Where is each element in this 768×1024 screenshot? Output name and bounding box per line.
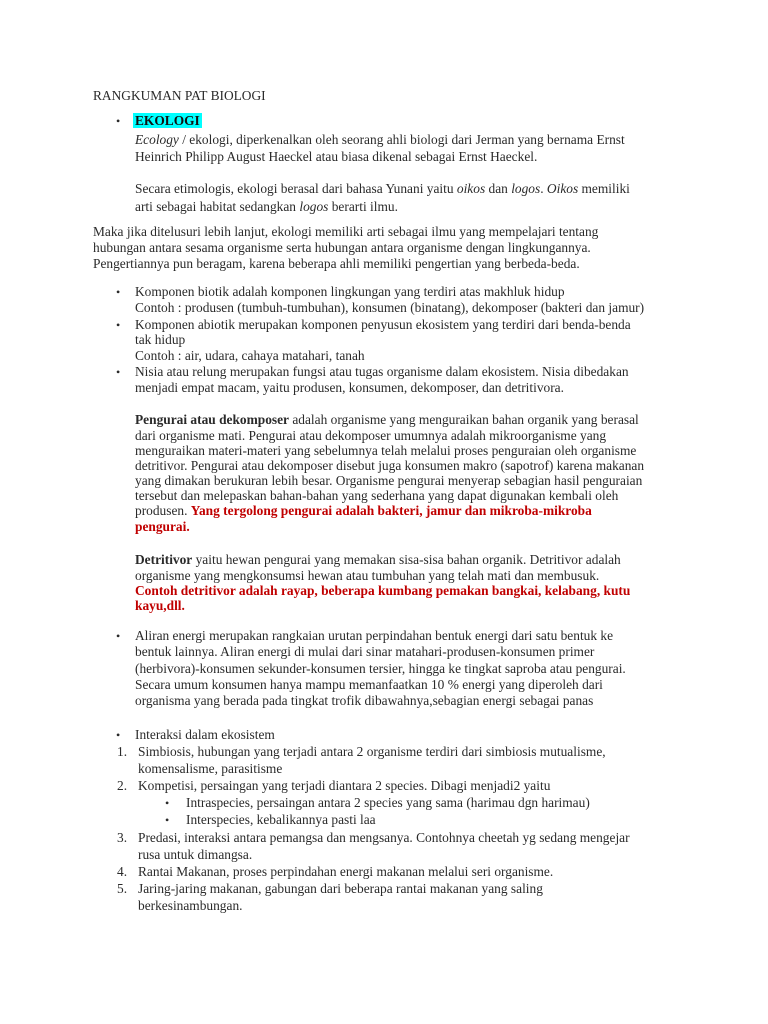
aliran-line-3: (herbivora)-konsumen sekunder-konsumen tersier, hingga ke tingkat saproba atau pengurai. [135,661,626,676]
interaksi-3-line-2: rusa untuk dimangsa. [138,847,253,862]
list-number: 1. [117,744,128,759]
intraspecies-line: Intraspecies, persaingan antara 2 species yang sama (harimau dgn harimau) [186,795,590,810]
biotik-line-1: Komponen biotik adalah komponen lingkungan yang terdiri atas makhluk hidup [135,284,565,299]
list-number: 4. [117,864,128,879]
interaksi-4-line-1: Rantai Makanan, proses perpindahan energi makanan melalui seri organisme. [138,864,554,879]
bullet-icon: • [165,796,170,810]
biotik-line-2: Contoh : produsen (tumbuh-tumbuhan), konsumen (binatang), dekomposer (bakteri dan jamur) [135,300,645,315]
interspecies-line: Interspecies, kebalikannya pasti laa [186,812,376,827]
interaksi-1-line-2: komensalisme, parasitisme [138,761,283,776]
intro-line-2: hubungan antara sesama organisme serta hubungan antara organisme dengan lingkungannya. [93,240,591,255]
aliran-line-4: Secara umum konsumen hanya mampu memanfaatkan 10 % energi yang diperoleh dari [135,677,603,692]
ekologi-line-3: Secara etimologis, ekologi berasal dari bahasa Yunani yaitu oikos dan logos. Oikos memiliki [135,181,630,196]
detritivor-line-4: kayu,dll. [135,598,185,613]
interaksi-1-line-1: Simbiosis, hubungan yang terjadi antara 2 organisme terdiri dari simbiosis mutualisme, [138,744,606,759]
bullet-icon: • [116,114,121,128]
list-number: 3. [117,830,128,845]
page-title: RANGKUMAN PAT BIOLOGI [93,88,266,103]
pengurai-line-7: produsen. Yang tergolong pengurai adalah bakteri, jamur dan mikroba-mikroba [135,503,592,518]
aliran-line-5: organisma yang berada pada tingkat trofik dibawahnya,sebagian energi sebagai panas [135,693,594,708]
intro-line-1: Maka jika ditelusuri lebih lanjut, ekologi memiliki arti sebagai ilmu yang mempelajari tentang [93,224,599,239]
bullet-icon: • [116,285,121,299]
bullet-icon: • [116,318,121,332]
pengurai-line-8: pengurai. [135,519,190,534]
bullet-icon: • [116,728,121,742]
pengurai-line-6: tersebut dan melepaskan bahan-bahan yang sederhana yang dapat digunakan kembali oleh [135,488,619,503]
interaksi-5-line-2: berkesinambungan. [138,898,243,913]
detritivor-line-3: Contoh detritivor adalah rayap, beberapa kumbang pemakan bangkai, kelabang, kutu [135,583,631,598]
interaksi-heading: Interaksi dalam ekosistem [135,727,275,742]
bullet-icon: • [116,365,121,379]
bullet-icon: • [165,813,170,827]
abiotik-line-3: Contoh : air, udara, cahaya matahari, tanah [135,348,365,363]
ekologi-line-2: Heinrich Philipp August Haeckel atau biasa dikenal sebagai Ernst Haeckel. [135,149,538,164]
bullet-icon: • [116,629,121,643]
pengurai-line-2: dari organisme mati. Pengurai atau dekomposer umumnya adalah mikroorganisme yang [135,428,607,443]
list-number: 2. [117,778,128,793]
interaksi-2-line-1: Kompetisi, persaingan yang terjadi diantara 2 species. Dibagi menjadi2 yaitu [138,778,551,793]
pengurai-line-5: yang dimakan berukuran lebih besar. Organisme pengurai menyerap sebagian hasil penguraian [135,473,643,488]
interaksi-3-line-1: Predasi, interaksi antara pemangsa dan mengsanya. Contohnya cheetah yg sedang mengejar [138,830,630,845]
list-number: 5. [117,881,128,896]
detritivor-line-1: Detritivor yaitu hewan pengurai yang memakan sisa-sisa bahan organik. Detritivor adalah [135,552,621,567]
detritivor-line-2: organisme yang mengkonsumsi hewan atau tumbuhan yang telah mati dan membusuk. [135,568,600,583]
interaksi-5-line-1: Jaring-jaring makanan, gabungan dari beberapa rantai makanan yang saling [138,881,543,896]
pengurai-line-1: Pengurai atau dekomposer adalah organisme yang menguraikan bahan organik yang berasal [135,412,639,427]
nisia-line-2: menjadi empat macam, yaitu produsen, konsumen, dekomposer, dan detritivora. [135,380,564,395]
ekologi-heading: EKOLOGI [135,113,200,128]
ekologi-line-4: arti sebagai habitat sedangkan logos berarti ilmu. [135,199,398,214]
pengurai-line-3: menguraikan materi-materi yang sebelumnya telah melalui proses penguraian oleh organisme [135,443,637,458]
nisia-line-1: Nisia atau relung merupakan fungsi atau tugas organisme dalam ekosistem. Nisia dibedakan [135,364,629,379]
intro-line-3: Pengertiannya pun beragam, karena beberapa ahli memiliki pengertian yang berbeda-beda. [93,256,580,271]
pengurai-line-4: detritivor. Pengurai atau dekomposer disebut juga konsumen makro (sapotrof) karena makanan [135,458,645,473]
abiotik-line-2: tak hidup [135,332,186,347]
ekologi-line-1: Ecology / ekologi, diperkenalkan oleh seorang ahli biologi dari Jerman yang bernama Ernst [135,132,625,147]
abiotik-line-1: Komponen abiotik merupakan komponen penyusun ekosistem yang terdiri dari benda-benda [135,317,631,332]
aliran-line-2: bentuk lainnya. Aliran energi di mulai dari sinar matahari-produsen-konsumen primer [135,644,595,659]
aliran-line-1: Aliran energi merupakan rangkaian urutan perpindahan bentuk energi dari satu bentuk ke [135,628,614,643]
